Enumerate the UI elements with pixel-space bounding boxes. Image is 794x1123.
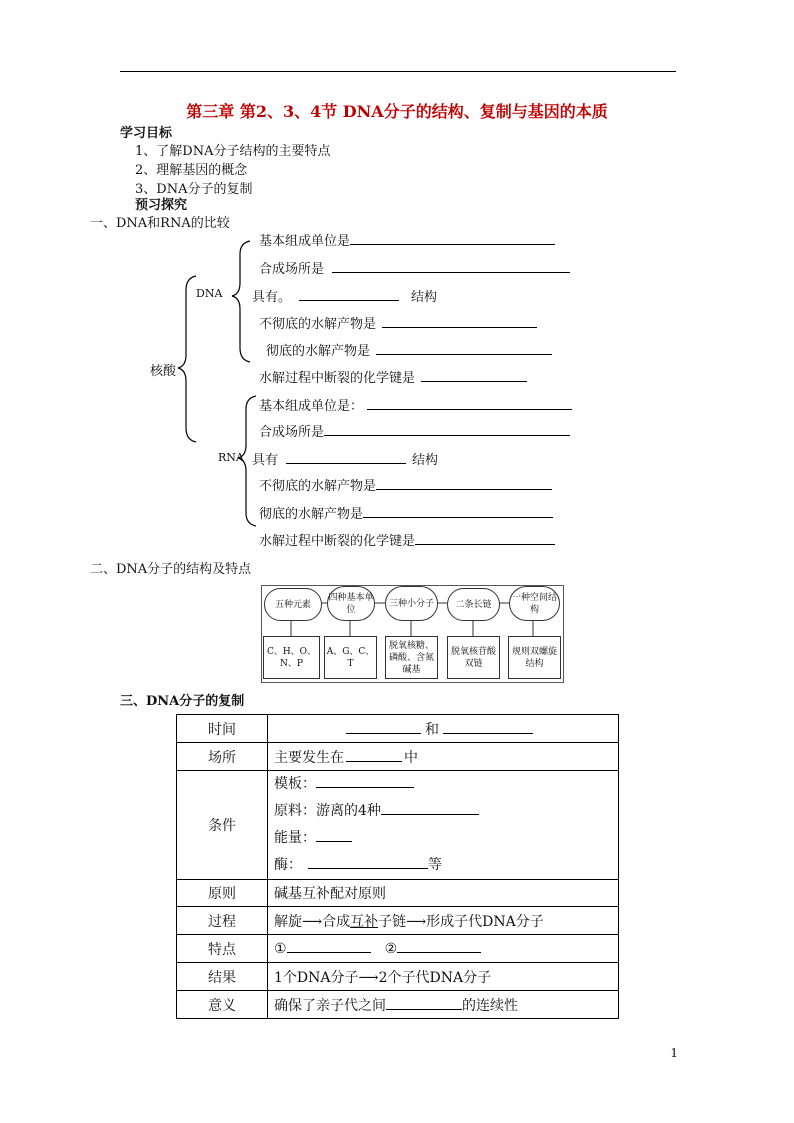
diagram-node-top: 一种空间结构	[509, 586, 560, 621]
row-value: 解旋⟶合成互补子链⟶形成子代DNA分子	[268, 907, 619, 935]
diagram-node-top: 二条长链	[447, 588, 500, 621]
objectives-heading: 学习目标	[120, 126, 173, 141]
row-label: 意义	[177, 991, 268, 1019]
table-row	[177, 743, 619, 771]
diagram-node-top: 四种基本单位	[327, 586, 375, 621]
rna-row-structure: 具有 结构	[252, 453, 439, 468]
table-row	[177, 991, 619, 1019]
table-row	[177, 715, 619, 743]
row-label: 结果	[177, 963, 268, 991]
dna-row-unit: 基本组成单位是	[259, 230, 555, 249]
dna-row-site: 合成场所是	[259, 258, 570, 277]
objective-item: 3、DNA分子的复制	[135, 182, 253, 197]
arrow-icon: ⟶	[358, 969, 379, 986]
rna-row-site: 合成场所是	[259, 421, 570, 440]
row-label: 场所	[177, 743, 268, 771]
objective-item: 1、了解DNA分子结构的主要特点	[135, 144, 331, 159]
table-row	[177, 880, 619, 907]
diagram-node-bottom: C、H、O、N、P	[263, 636, 320, 679]
row-label: 条件	[177, 771, 268, 880]
nucleic-acid-label: 核酸	[150, 364, 177, 379]
arrow-icon: ⟶	[406, 913, 427, 930]
rna-row-bond: 水解过程中断裂的化学键是	[259, 530, 555, 549]
section1-heading: 一、DNA和RNA的比较	[90, 216, 230, 231]
rna-row-complete-hydrolysis: 彻底的水解产物是	[259, 503, 553, 522]
table-row	[177, 771, 619, 880]
row-label: 原则	[177, 880, 268, 907]
dna-label: DNA	[196, 287, 223, 300]
row-value: 模板： 原料：游离的4种 能量： 酶： 等	[268, 771, 619, 880]
table-row	[177, 935, 619, 963]
diagram-node-bottom: 规则双螺旋结构	[508, 636, 561, 679]
replication-table	[176, 714, 619, 1019]
table-row	[177, 907, 619, 935]
rna-label: RNA	[218, 451, 244, 464]
table-row	[177, 963, 619, 991]
diagram-node-bottom: 脱氧核糖、磷酸、含氮碱基	[385, 636, 438, 679]
preview-heading: 预习探究	[135, 198, 188, 213]
row-value: 确保了亲子代之间 的连续性	[268, 991, 619, 1019]
page-number: 1	[670, 1046, 678, 1060]
diagram-node-top: 五种元素	[264, 588, 322, 621]
dna-row-partial-hydrolysis: 不彻底的水解产物是	[259, 313, 537, 332]
row-value: ① ②	[268, 935, 619, 963]
rna-row-unit: 基本组成单位是：	[259, 395, 572, 414]
dna-row-bond: 水解过程中断裂的化学键是	[259, 367, 527, 386]
row-value: 1个DNA分子⟶2个子代DNA分子	[268, 963, 619, 991]
row-value: 主要发生在 中	[268, 743, 619, 771]
section2-heading: 二、DNA分子的结构及特点	[90, 562, 252, 577]
objective-item: 2、理解基因的概念	[135, 163, 248, 178]
arrow-icon: ⟶	[302, 913, 323, 930]
page-title: 第三章 第2、3、4节 DNA分子的结构、复制与基因的本质	[186, 102, 608, 121]
row-value: 碱基互补配对原则	[268, 880, 619, 907]
diagram-node-bottom: 脱氧核苷酸双链	[447, 636, 500, 679]
dna-row-complete-hydrolysis: 彻底的水解产物是	[266, 340, 552, 359]
row-label: 过程	[177, 907, 268, 935]
section3-heading: 三、DNA分子的复制	[120, 694, 245, 709]
dna-row-structure: 具有。 结构	[252, 290, 438, 305]
row-value: 和	[268, 715, 619, 743]
row-label: 特点	[177, 935, 268, 963]
row-label: 时间	[177, 715, 268, 743]
rna-row-partial-hydrolysis: 不彻底的水解产物是	[259, 475, 552, 494]
diagram-node-top: 三种小分子	[385, 586, 438, 621]
diagram-node-bottom: A、G、C、T	[324, 636, 377, 679]
